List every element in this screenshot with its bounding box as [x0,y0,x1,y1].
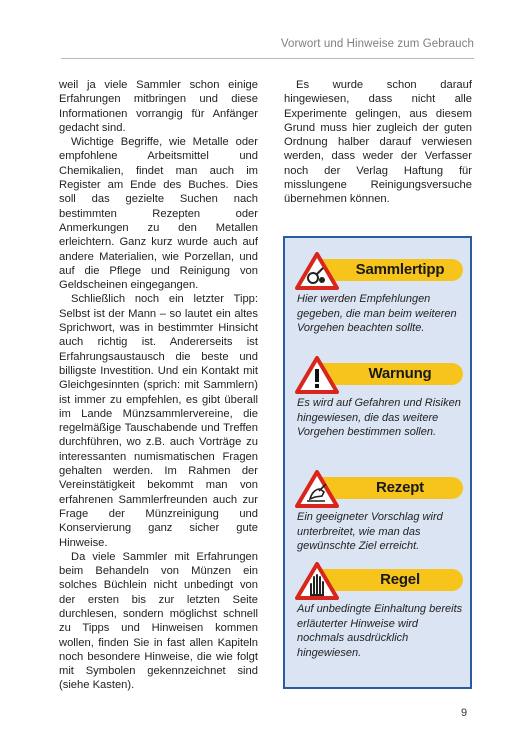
running-header-title: Vorwort und Hinweise zum Gebrauch [280,38,474,50]
legend-description: Es wird auf Gefahren und Risiken hingewiesen, die das weitere Vorgehen bestimmen sollen. [297,397,461,438]
legend-entry-warnung [295,356,463,440]
coin-magnifier-icon [295,252,339,290]
paragraph: Schließlich noch ein letzter Tipp: Selbst ist der Mann – so lautet ein altes Sprichwort, was in bestimmter Hinsicht auch richtig ist. Andererseits ist Erfahrungsaustausch die beste und billigste Investition. Und ein Kontakt mit Gleichgesinnten (sprich: mit Sammlern) ist immer zu empfehlen, es gibt überall im Lande Münzsammlervereine, die regelmäßige Tauschabende und Treffen durchführen, wo z.B. auch Vorträge zu interessanten numismatischen Fragen gehalten werden. Im Rahmen der Vereinstätigkeit bekommt man von erfahrenen Sammlerfreunden auch zur Frage der Münzreinigung und Konservierung ganz sicher gute Hinweise. [59,293,258,549]
legend-label: Rezept [376,479,424,496]
legend-label: Sammlertipp [355,261,445,278]
page-number: 9 [461,707,468,719]
raised-hand-icon [295,562,339,600]
legend-tag [295,562,463,596]
legend-tag [295,252,463,286]
paragraph: Wichtige Begriffe, wie Metalle oder empfohlene Arbeitsmittel und Chemikalien, findet man auch im Register am Ende des Buches. Dies soll das gezielte Suchen nach bestimmten Rezepten oder Anmerkungen zu den Metallen erleichtern. Ganz kurz wurde auch auf andere Materialien, wie Porzellan, und auf die Pflege und Reinigung von Geldscheinen eingegangen. [59,136,258,292]
paragraph: Da viele Sammler mit Erfahrungen beim Behandeln von Münzen ein solches Büchlein nicht unbedingt von der ersten bis zur letzten Seite durchlesen, sondern möglichst schnell zu Tipps und Hinweisen kommen wollen, finden Sie in fast allen Kapiteln noch besondere Hinweise, die wie folgt mit Symbolen gekennzeichnet sind (siehe Kasten). [59,550,258,692]
exclamation-icon [295,356,339,394]
symbol-legend-box [283,236,472,689]
paragraph: weil ja viele Sammler schon einige Erfahrungen mitbringen und diese Informationen vorrangig für Anfänger gedacht sind. [59,79,258,134]
legend-label: Regel [380,571,420,588]
legend-entry-rezept [295,470,463,554]
legend-tag [295,356,463,390]
legend-description: Ein geeigneter Vorschlag wird unterbreitet, wie man das gewünschte Ziel erreicht. [297,511,443,552]
left-text-column [59,78,258,693]
legend-description: Auf unbedingte Einhaltung bereits erläuterter Hinweise wird nochmals ausdrücklich hingewiesen. [297,603,463,659]
legend-tag [295,470,463,504]
paragraph: Es wurde schon darauf hingewiesen, dass nicht alle Experimente gelingen, aus diesem Grund muss hier zugleich der guten Ordnung halber darauf verwiesen werden, dass weder der Verfasser noch der Verlag Haftung für misslungene Reinigungsversuche übernehmen können. [284,79,472,206]
legend-description: Hier werden Empfehlungen gegeben, die man beim weiteren Vorgehen beachten sollte. [297,293,457,334]
writing-hand-icon [295,470,339,508]
legend-label: Warnung [368,365,432,382]
right-text-column [284,78,472,207]
legend-entry-sammlertipp [295,252,463,336]
header-divider [61,58,474,59]
legend-entry-regel [295,562,463,660]
